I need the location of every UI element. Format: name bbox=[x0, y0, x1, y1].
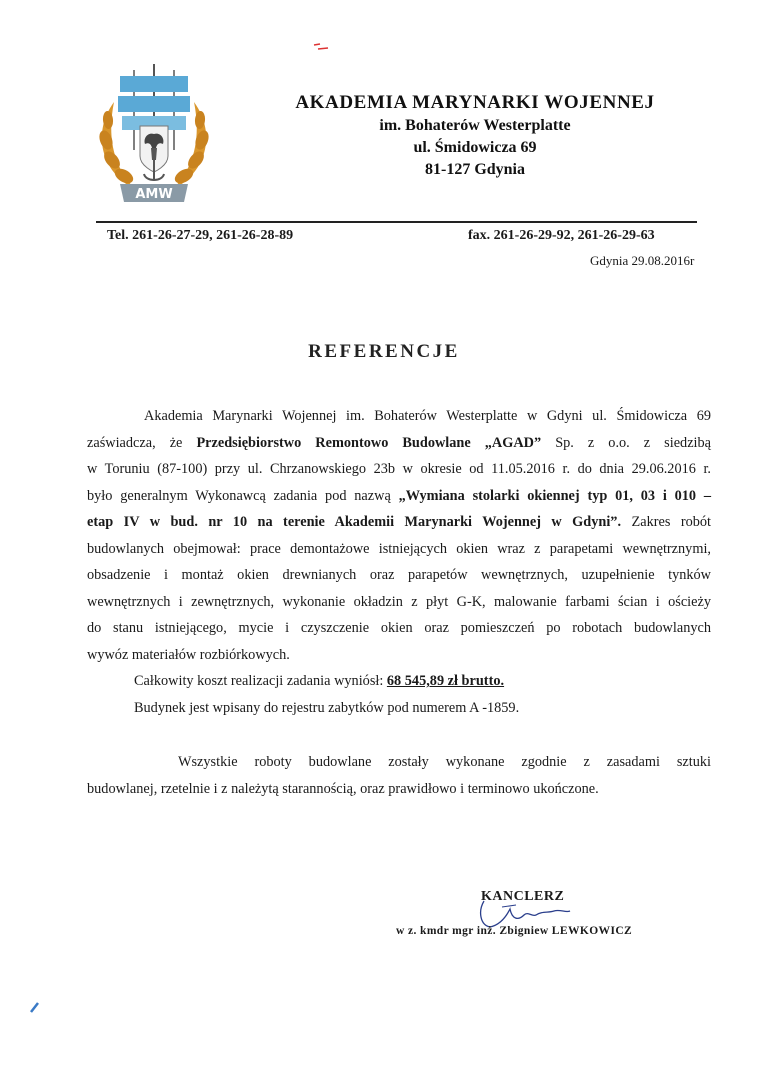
cost-value: 68 545,89 zł brutto. bbox=[386, 673, 505, 689]
paragraph-line: budowlanej, rzetelnie i z należytą starannością, oraz prawidłowo i terminowo ukończone. bbox=[87, 780, 599, 797]
text-span: było generalnym Wykonawcą zadania pod nazwą bbox=[87, 487, 391, 504]
contractor-name: Przedsiębiorstwo Remontowo Budowlane „AGAD” bbox=[196, 434, 542, 451]
paragraph-line: obsadzenie i montaż okien drewnianych oraz parapetów wewnętrznych, uzupełnienie tynków bbox=[87, 567, 711, 583]
reference-paragraph bbox=[87, 403, 711, 668]
signatory-name: w z. kmdr mgr inż. Zbigniew LEWKOWICZ bbox=[396, 925, 633, 937]
amw-logo bbox=[96, 62, 212, 217]
institution-patron: im. Bohaterów Westerplatte bbox=[379, 117, 571, 134]
cost-label: Całkowity koszt realizacji zadania wyniósł: bbox=[134, 673, 384, 689]
logo-text: AMW bbox=[135, 187, 173, 202]
paragraph-line bbox=[87, 509, 711, 536]
cost-line bbox=[134, 673, 504, 690]
task-name: „Wymiana stolarki okiennej typ 01, 03 i 010 – bbox=[398, 487, 711, 504]
paragraph-line bbox=[87, 430, 711, 457]
text-span: zaświadcza, że bbox=[87, 434, 183, 451]
phone-numbers: Tel. 261-26-27-29, 261-26-28-89 bbox=[107, 228, 294, 243]
paragraph-line bbox=[87, 483, 711, 510]
signatory-title: KANCLERZ bbox=[481, 889, 565, 904]
blue-ink-mark bbox=[28, 1000, 42, 1014]
fax-numbers: fax. 261-26-29-92, 261-26-29-63 bbox=[468, 228, 655, 243]
institution-city: 81-127 Gdynia bbox=[424, 161, 525, 178]
document-title: REFERENCJE bbox=[308, 341, 460, 362]
paragraph-line: do stanu istniejącego, mycie i czyszczenie okien oraz pomieszczeń po robotach budowlanych bbox=[87, 620, 711, 636]
paragraph-line: budowlanych obejmował: prace demontażowe istniejących okien wraz z parapetami wewnętrznymi, bbox=[87, 540, 711, 557]
paragraph-line: Akademia Marynarki Wojennej im. Bohaterów Westerplatte w Gdyni ul. Śmidowicza 69 bbox=[144, 408, 711, 424]
paragraph-line: wewnętrznych i zewnętrznych, wykonanie okładzin z płyt G-K, malowanie farbami ścian i ościeży bbox=[87, 593, 711, 610]
institution-street: ul. Śmidowicza 69 bbox=[413, 139, 537, 156]
text-span: Zakres robót bbox=[631, 514, 711, 530]
paragraph-line: w Toruniu (87-100) przy ul. Chrzanowskiego 23b w okresie od 11.05.2016 r. do dnia 29.06.2016 r. bbox=[87, 461, 711, 477]
closing-paragraph bbox=[87, 749, 711, 802]
paragraph-line: Wszystkie roboty budowlane zostały wykonane zgodnie z zasadami sztuki bbox=[178, 754, 711, 770]
paragraph-line: wywóz materiałów rozbiórkowych. bbox=[87, 646, 290, 663]
red-ink-mark bbox=[312, 42, 330, 52]
document-date: Gdynia 29.08.2016r bbox=[590, 253, 695, 268]
text-span: Sp. z o.o. z siedzibą bbox=[555, 434, 712, 451]
registry-line: Budynek jest wpisany do rejestru zabytków pod numerem A -1859. bbox=[134, 700, 520, 716]
institution-name: AKADEMIA MARYNARKI WOJENNEJ bbox=[295, 92, 655, 113]
header-divider bbox=[96, 221, 697, 223]
task-name-cont: etap IV w bud. nr 10 na terenie Akademii Marynarki Wojennej w Gdyni”. bbox=[87, 514, 622, 530]
